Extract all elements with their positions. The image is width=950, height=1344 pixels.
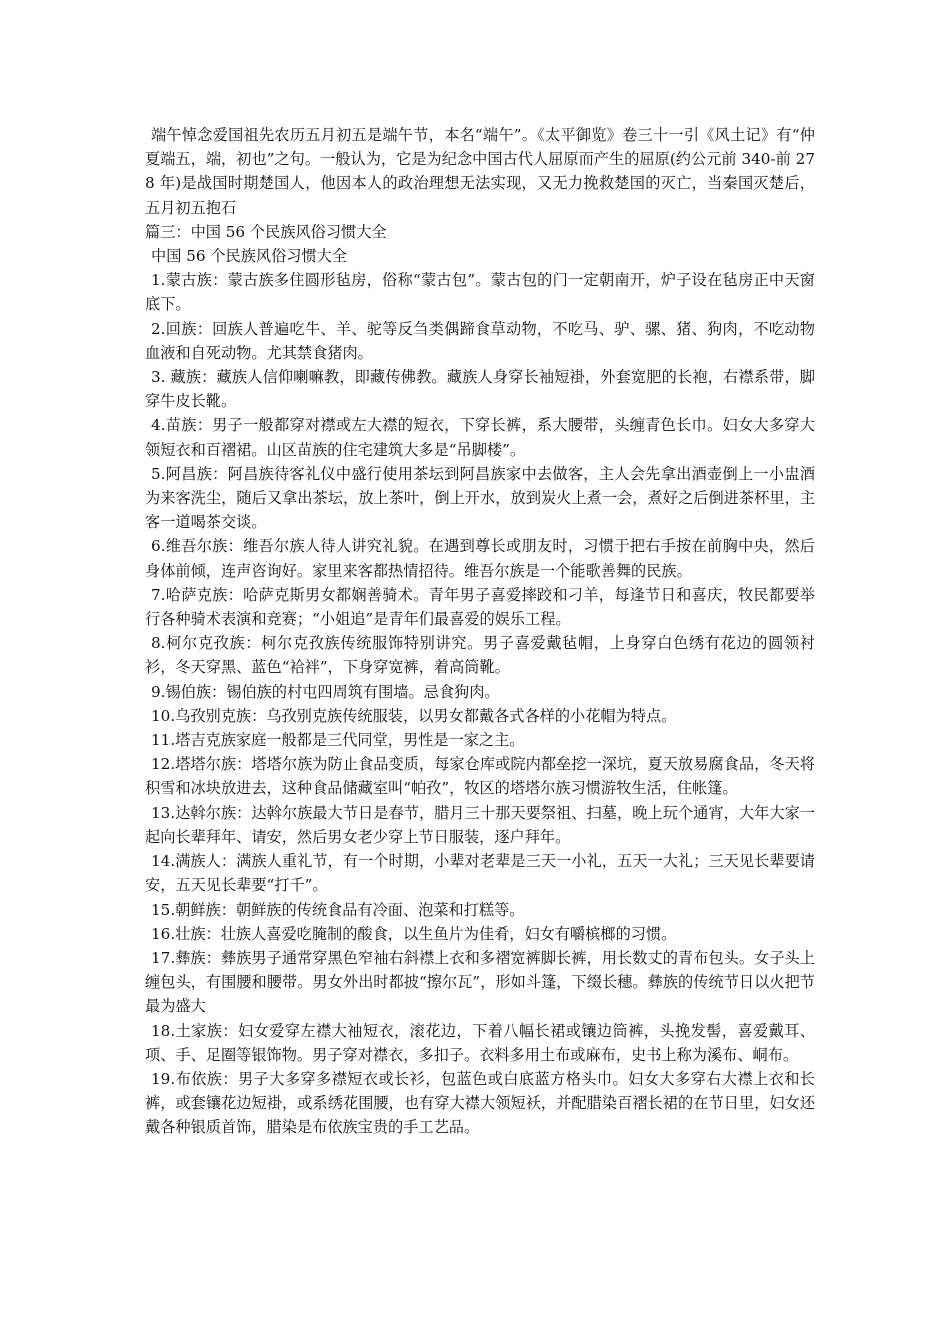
- list-item-kyrgyz: 8.柯尔克孜族：柯尔克孜族传统服饰特别讲究。男子喜爱戴毡帽，上身穿白色绣有花边的圆领衬衫，冬天穿黑、蓝色“袷袢”，下身穿宽裤，着高筒靴。: [145, 634, 815, 677]
- list-item-korean: 15.朝鲜族：朝鲜族的传统食品有冷面、泡菜和打糕等。: [151, 900, 525, 919]
- list-item-hui: 2.回族：回族人普遍吃牛、羊、驼等反刍类偶蹄食草动物，不吃马、驴、骡、猪、狗肉，不吃动物血液和自死动物。尤其禁食猪肉。: [145, 319, 815, 362]
- paragraph-duanwu: 端午悼念爱国祖先农历五月初五是端午节，本名“端午”。《太平御览》卷三十一引《风土记》有“仲夏端五，端，初也”之句。一般认为，它是为纪念中国古代人屈原而产生的屈原(约公元前 340-前 278 年)是战国时期楚国人，他因本人的政治理想无法实现，又无力挽救楚国的灭亡，当秦国灭楚后，五月初五抱石: [145, 126, 815, 217]
- list-item-uyghur: 6.维吾尔族：维吾尔族人待人讲究礼貌。在遇到尊长或朋友时，习惯于把右手按在前胸中央，然后身体前倾，连声咨询好。家里来客都热情招待。维吾尔族是一个能歌善舞的民族。: [145, 537, 815, 580]
- list-item-miao: 4.苗族：男子一般都穿对襟或左大襟的短衣，下穿长裤，系大腰带，头缠青色长巾。妇女大多穿大领短衣和百褶裙。山区苗族的住宅建筑大多是“吊脚楼”。: [145, 416, 815, 459]
- document-title: 中国 56 个民族风俗习惯大全: [151, 247, 348, 266]
- list-item-achang: 5.阿昌族：阿昌族待客礼仪中盛行使用茶坛到阿昌族家中去做客，主人会先拿出酒壶倒上一小盅酒为来客洗尘，随后又拿出茶坛，放上茶叶，倒上开水，放到炭火上煮一会，煮好之后倒进茶杯里，主客一道喝茶交谈。: [145, 464, 815, 532]
- list-item-mongol: 1.蒙古族：蒙古族多住圆形毡房，俗称“蒙古包”。蒙古包的门一定朝南开，炉子设在毡房正中天窗底下。: [145, 271, 815, 314]
- section-heading: 篇三：中国 56 个民族风俗习惯大全: [145, 222, 387, 241]
- list-item-daur: 13.达斡尔族：达斡尔族最大节日是春节，腊月三十那天要祭祖、扫墓，晚上玩个通宵，大年大家一起向长辈拜年、请安，然后男女老少穿上节日服装，逐户拜年。: [145, 803, 815, 846]
- list-item-uzbek: 10.乌孜别克族：乌孜别克族传统服装，以男女都戴各式各样的小花帽为特点。: [151, 706, 677, 725]
- list-item-yi: 17.彝族：彝族男子通常穿黑色窄袖右斜襟上衣和多褶宽裤脚长裤，用长数丈的青布包头。女子头上缠包头，有围腰和腰带。男女外出时都披“擦尔瓦”，形如斗篷，下缀长穗。彝族的传统节日以火把节最为盛大: [145, 948, 815, 1016]
- list-item-bouyei: 19.布依族：男子大多穿多襟短衣或长衫，包蓝色或白底蓝方格头巾。妇女大多穿右大襟上衣和长裤，或套镶花边短褂，或系绣花围腰，也有穿大襟大领短袄，并配腊染百褶长裙的在节日里，妇女还戴各种银质首饰，腊染是布依族宝贵的手工艺品。: [145, 1069, 815, 1137]
- list-item-tibetan: 3. 藏族：藏族人信仰喇嘛教，即藏传佛教。藏族人身穿长袖短褂，外套宽肥的长袍，右襟系带，脚穿牛皮长靴。: [145, 368, 815, 411]
- list-item-manchu: 14.满族人：满族人重礼节，有一个时期，小辈对老辈是三天一小礼，五天一大礼；三天见长辈要请安，五天见长辈要“打千”。: [145, 852, 815, 895]
- list-item-tatar: 12.塔塔尔族：塔塔尔族为防止食品变质，每家仓库或院内都垒挖一深坑，夏天放易腐食品，冬天将积雪和冰块放进去，这种食品储藏室叫“帕孜”，牧区的塔塔尔族习惯游牧生活，住帐篷。: [145, 755, 815, 798]
- list-item-xibe: 9.锡伯族：锡伯族的村屯四周筑有围墙。忌食狗肉。: [151, 682, 500, 701]
- list-item-tujia: 18.土家族：妇女爱穿左襟大袖短衣，滚花边，下着八幅长裙或镶边筒裤，头挽发髻，喜爱戴耳、项、手、足圈等银饰物。男子穿对襟衣，多扣子。衣料多用土布或麻布，史书上称为溪布、峒布。: [145, 1021, 815, 1064]
- list-item-tajik: 11.塔吉克族家庭一般都是三代同堂，男性是一家之主。: [151, 731, 525, 750]
- document-body: [145, 123, 815, 1140]
- list-item-kazakh: 7.哈萨克族：哈萨克斯男女都娴善骑术。青年男子喜爱摔跤和刁羊，每逢节日和喜庆，牧民都要举行各种骑术表演和竞赛；“小姐追”是青年们最喜爱的娱乐工程。: [145, 585, 815, 629]
- list-item-zhuang: 16.壮族：壮族人喜爱吃腌制的酸食，以生鱼片为佳肴，妇女有嚼槟榔的习惯。: [151, 924, 677, 943]
